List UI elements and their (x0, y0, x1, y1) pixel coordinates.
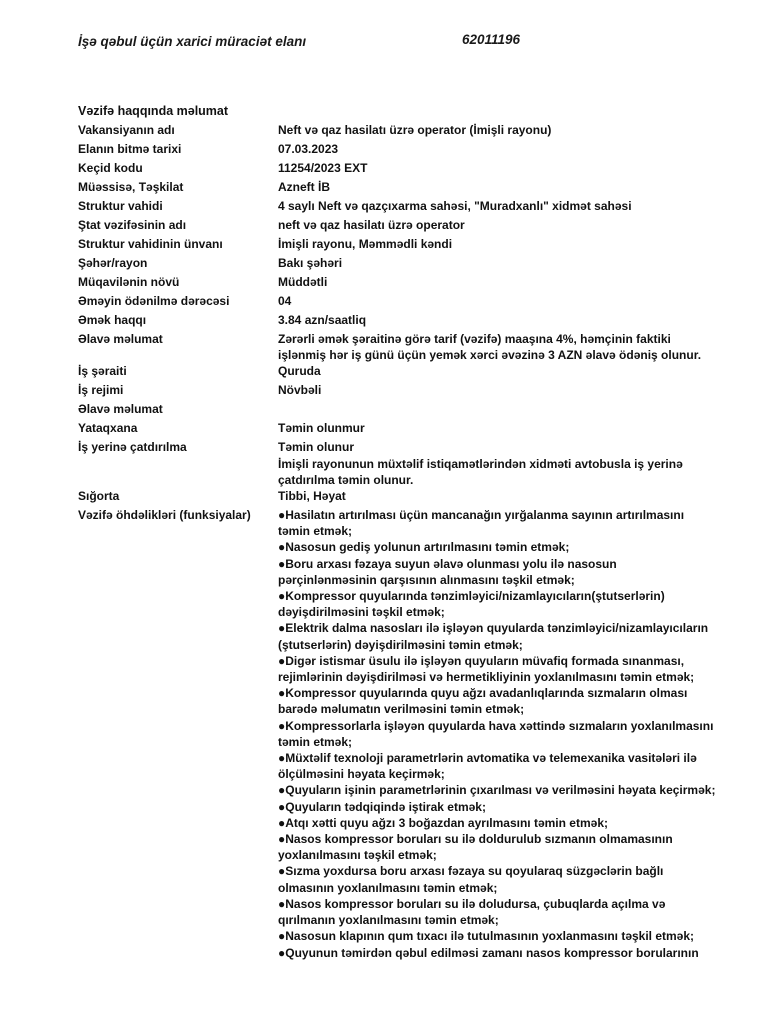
field-value (278, 255, 718, 271)
field-value (278, 198, 718, 214)
field-value (278, 179, 718, 195)
duty-item: ●Sızma yoxdursa boru arxası fəzaya su qoyularaq süzgəclərin bağlı olmasının yoxlanılmasını təmin etmək; (278, 864, 664, 895)
duty-item: ●Kompressorlarla işləyən quyularda hava xəttində sızmaların yoxlanılmasını təmin etmək; (278, 718, 714, 749)
field-value-line: 07.03.2023 (278, 142, 339, 156)
field-value-line: Bakı şəhəri (278, 256, 343, 270)
field-label: İş şəraiti (78, 364, 127, 379)
duty-item: ●Kompressor quyularında tənzimləyici/nizamlayıcıların(ştutserlərin) dəyişdirilməsini təşkil etmək; (278, 589, 665, 620)
field-value-line: 4 saylı Neft və qazçıxarma sahəsi, "Muradxanlı" xidmət sahəsi (278, 199, 632, 213)
field-value-line: Növbəli (278, 383, 322, 398)
field-value-line: İmişli rayonu, Məmmədli kəndi (278, 237, 453, 251)
details-table (0, 122, 768, 961)
field-value-line: Azneft İB (278, 180, 330, 194)
field-value (278, 363, 718, 379)
field-row (0, 363, 768, 382)
field-row (0, 312, 768, 331)
field-value (278, 217, 718, 233)
field-label: Əməyin ödənilmə dərəcəsi (78, 294, 230, 308)
field-value (278, 274, 718, 290)
field-value-line: Zərərli əmək şəraitinə görə tarif (vəzifə) maaşına 4%, həmçinin faktiki işlənmiş hər iş günü üçün yemək xərci əvəzinə 3 AZN əlavə ödəniş olunur. (278, 332, 702, 363)
field-label: Elanın bitmə tarixi (78, 142, 182, 156)
field-row (0, 401, 768, 420)
field-row (0, 198, 768, 217)
field-value-line: 04 (278, 294, 292, 308)
duty-item: ●Quyuların işinin parametrlərinin çıxarılması və verilməsini həyata keçirmək; (278, 783, 716, 798)
field-value-line: 11254/2023 EXT (278, 161, 368, 175)
field-label: Müqavilənin növü (78, 275, 180, 289)
field-label: İş rejimi (78, 383, 124, 398)
duty-item: ●Digər istismar üsulu ilə işləyən quyuların müvafiq formada sınanması, rejimlərinin dəyişdirilməsi və hermetikliyinin yoxlanılmasını təmin etmək; (278, 653, 695, 685)
field-label: Əlavə məlumat (78, 402, 163, 417)
field-label: Sığorta (78, 489, 120, 504)
field-row (0, 160, 768, 179)
duty-item: ●Nasos kompressor boruları su ilə doldurulub sızmanın olmamasının yoxlanılmasını təşkil etmək; (278, 832, 673, 863)
field-value (278, 236, 718, 252)
duty-item: ●Quyunun təmirdən qəbul edilməsi zamanı nasos kompressor borularının (278, 945, 699, 960)
field-label: Keçid kodu (78, 161, 143, 175)
duty-item: ●Boru arxası fəzaya suyun əlavə olunması yolu ilə nasosun pərçinlənməsinin qarşısının alınmasını təşkil etmək; (278, 556, 617, 587)
duty-item: ●Nasos kompressor boruları su ilə doludursa, çubuqlarda açılma və qırılmanın yoxlanılmasını təmin etmək; (278, 896, 666, 928)
field-value (278, 141, 718, 157)
field-label: Struktur vahidinin ünvanı (78, 237, 223, 251)
duty-item: ●Atqı xətti quyu ağzı 3 boğazdan ayrılmasını təmin etmək; (278, 815, 608, 830)
field-value (278, 439, 718, 488)
field-label: Yataqxana (78, 421, 138, 436)
field-row (0, 420, 768, 439)
field-value (278, 331, 718, 363)
field-row (0, 293, 768, 312)
field-value-line: neft və qaz hasilatı üzrə operator (278, 218, 465, 232)
field-label: Müəssisə, Təşkilat (78, 180, 184, 194)
field-value (278, 507, 718, 961)
field-value (278, 488, 718, 504)
duty-item: ●Nasosun klapının qum tıxacı ilə tutulmasının yoxlanmasını təşkil etmək; (278, 929, 695, 944)
field-row (0, 274, 768, 293)
field-row (0, 141, 768, 160)
duty-item: ●Quyuların tədqiqində iştirak etmək; (278, 799, 486, 814)
field-value-line: Təmin olunmur (278, 421, 365, 436)
duty-item: ●Elektrik dalma nasosları ilə işləyən quyularda tənzimləyici/nizamlayıcıların (ştutserlərin) dəyişdirilməsini təmin etmək; (278, 621, 709, 652)
field-value-line: Quruda (278, 364, 321, 379)
field-value (278, 122, 718, 138)
field-value (278, 293, 718, 309)
field-value (278, 420, 718, 436)
field-value-line: İmişli rayonunun müxtəlif istiqamətlərindən xidməti avtobusla iş yerinə çatdırılma təmin olunur. (278, 456, 683, 487)
field-row (0, 179, 768, 198)
announcement-number: 62011196 (462, 32, 521, 47)
document-header (78, 30, 698, 54)
field-row (0, 507, 768, 961)
field-value (278, 160, 718, 176)
section-heading: Vəzifə haqqında məlumat (78, 104, 229, 118)
field-value-line: Təmin olunur (278, 440, 354, 455)
field-value (278, 401, 718, 417)
field-row (0, 122, 768, 141)
field-label: İş yerinə çatdırılma (78, 440, 187, 455)
field-row (0, 382, 768, 401)
document-title: İşə qəbul üçün xarici müraciət elanı (78, 34, 307, 49)
field-value (278, 382, 718, 398)
field-label: Vəzifə öhdəlikləri (funksiyalar) (78, 508, 251, 523)
field-row (0, 439, 768, 488)
field-row (0, 217, 768, 236)
field-value-line: Müddətli (278, 275, 328, 289)
field-value-line: 3.84 azn/saatliq (278, 313, 367, 327)
field-value-line: Neft və qaz hasilatı üzrə operator (İmişli rayonu) (278, 123, 552, 137)
field-row (0, 331, 768, 363)
duty-item: ●Kompressor quyularında quyu ağzı avadanlıqlarında sızmaların olması barədə məlumatın verilməsini təmin etmək; (278, 686, 688, 717)
field-value (278, 312, 718, 328)
field-label: Vakansiyanın adı (78, 123, 175, 137)
field-label: Ştat vəzifəsinin adı (78, 218, 187, 232)
field-row (0, 488, 768, 507)
field-label: Əlavə məlumat (78, 332, 163, 346)
field-label: Struktur vahidi (78, 199, 163, 213)
field-row (0, 255, 768, 274)
duty-item: ●Müxtəlif texnoloji parametrlərin avtomatika və telemexanika vasitələri ilə ölçülməsini həyata keçirmək; (278, 751, 697, 782)
field-label: Şəhər/rayon (78, 256, 148, 270)
field-value-line: Tibbi, Həyat (278, 489, 346, 504)
duty-item: ●Nasosun gediş yolunun artırılmasını təmin etmək; (278, 540, 570, 555)
field-row (0, 236, 768, 255)
duty-item: ●Hasilatın artırılması üçün mancanağın yırğalanma sayının artırılmasını təmin etmək; (278, 508, 685, 539)
field-label: Əmək haqqı (78, 313, 147, 327)
